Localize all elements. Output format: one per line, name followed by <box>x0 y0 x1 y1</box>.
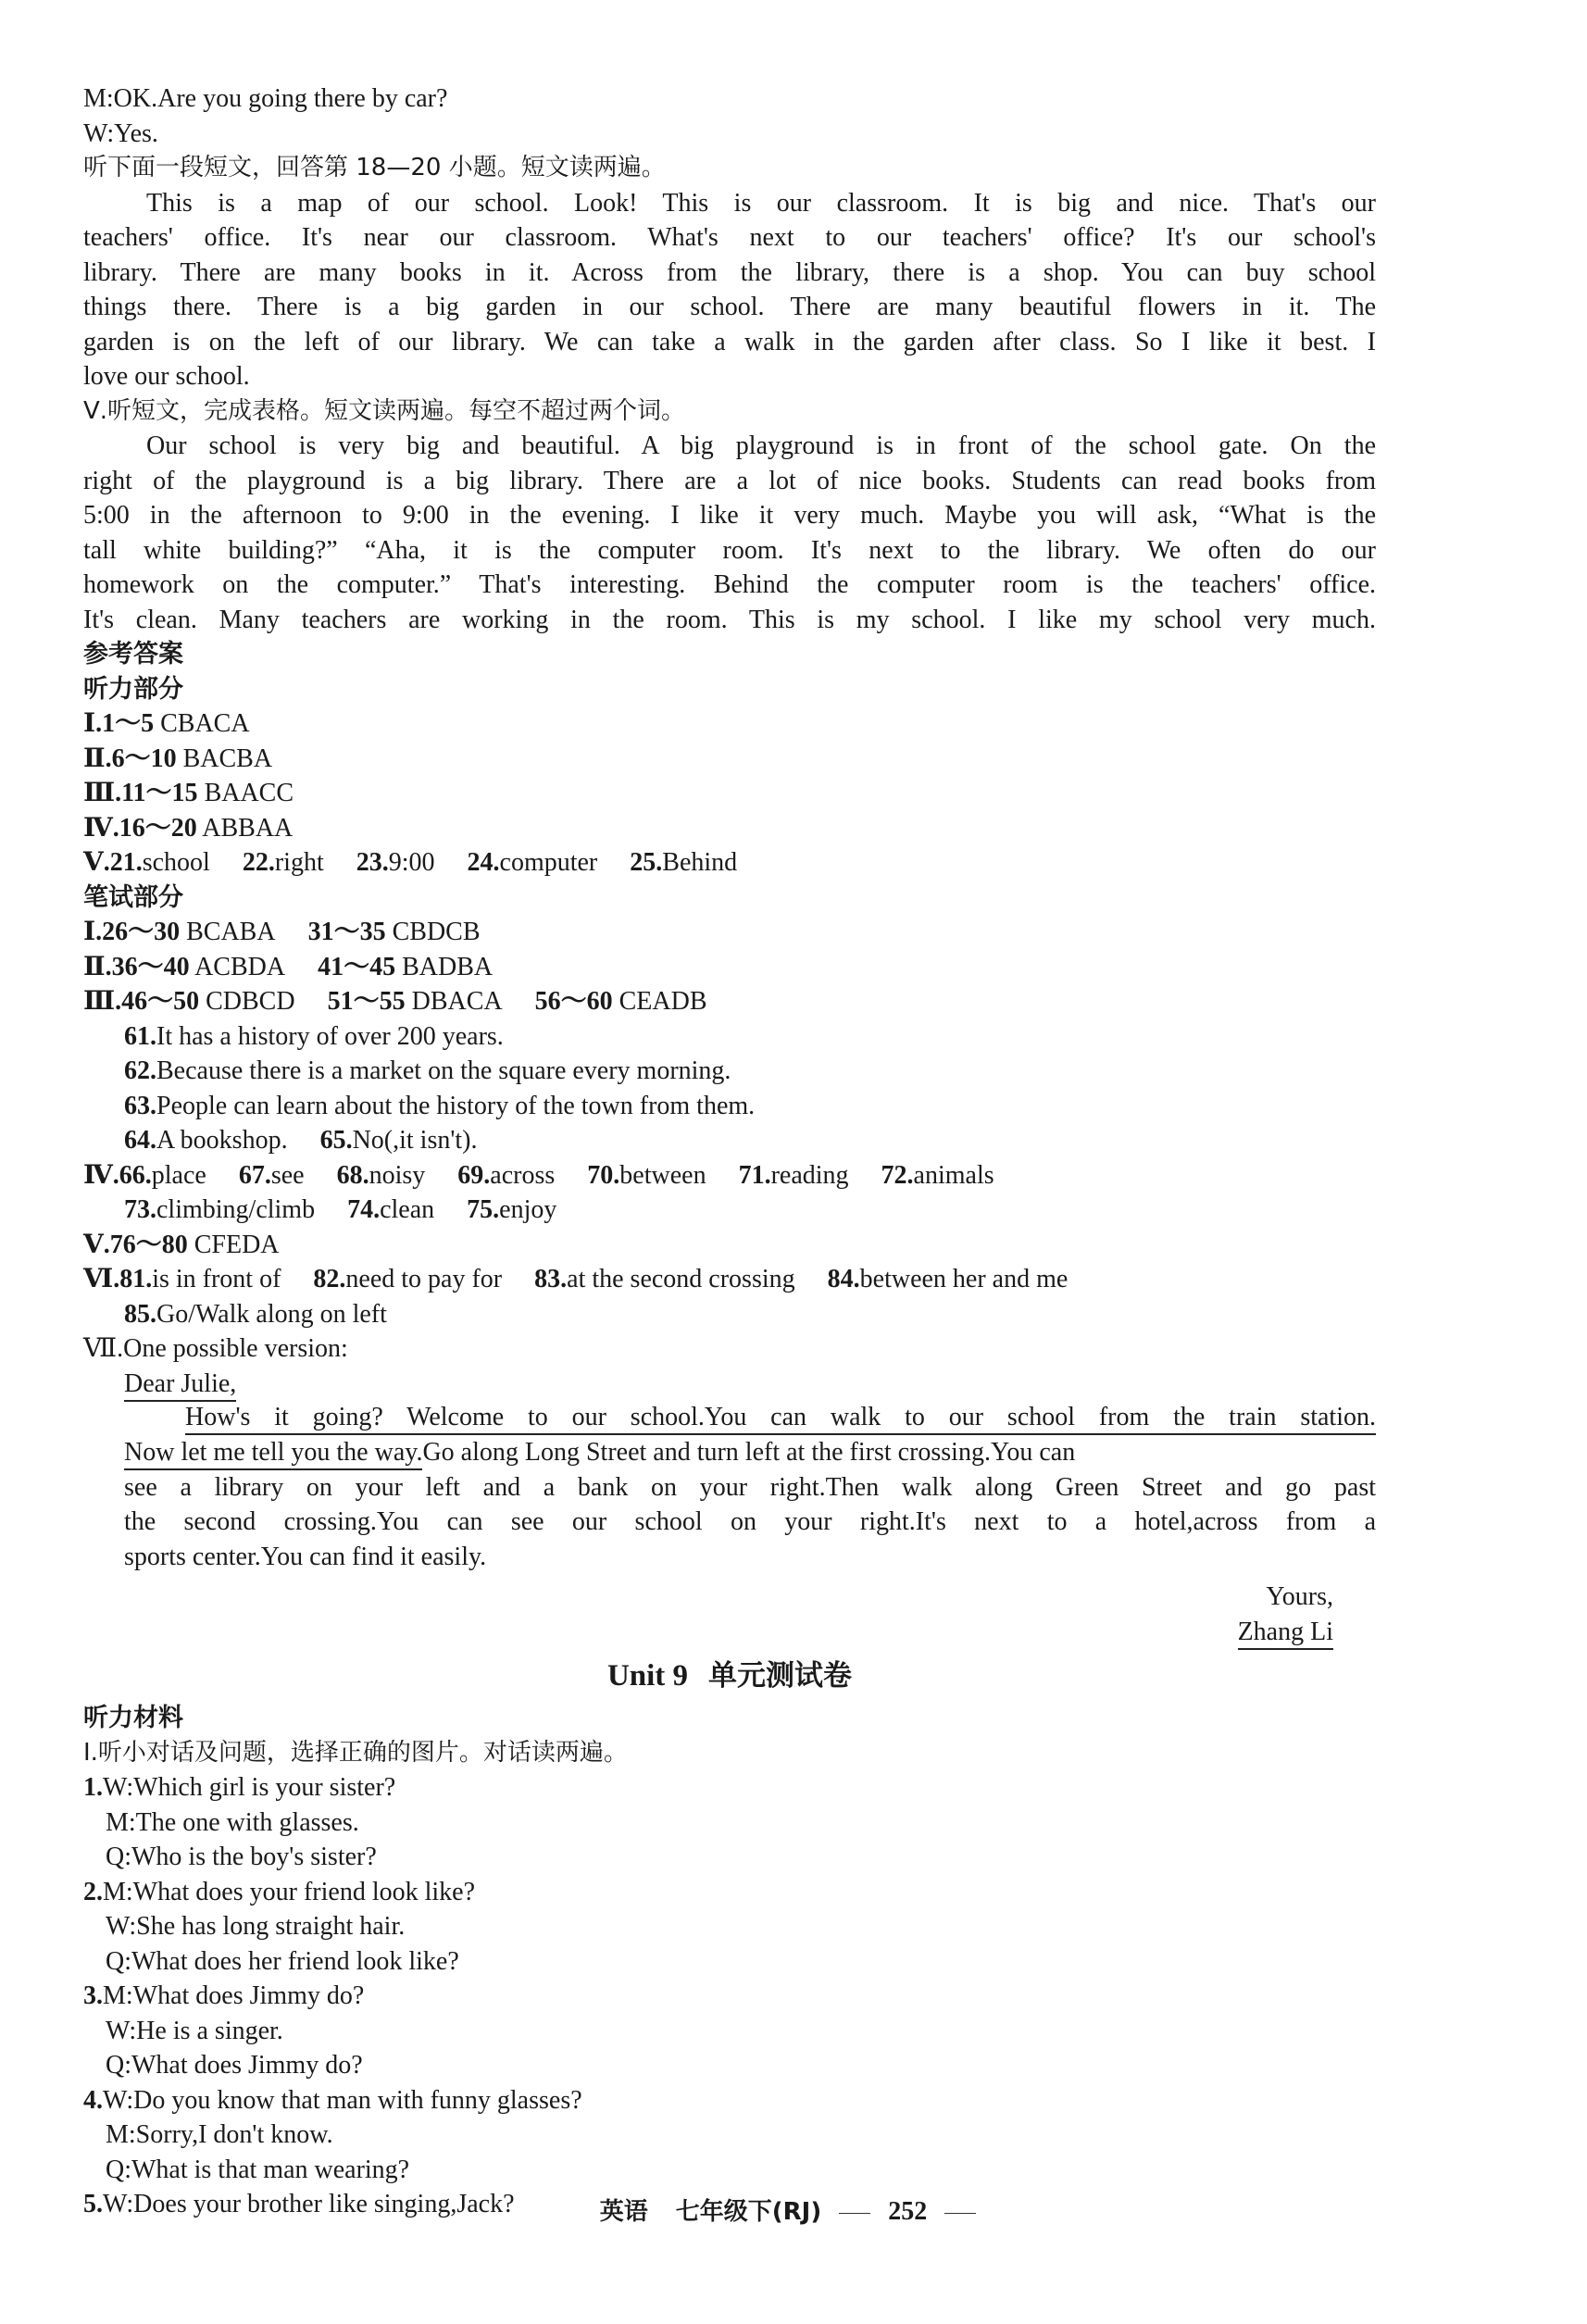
answer-range: Ⅳ.16～20 <box>83 813 197 843</box>
answer-value: between <box>619 1160 706 1190</box>
answer-value: across <box>490 1160 556 1190</box>
answer-range: 51～55 <box>327 987 406 1016</box>
answer-range: Ⅴ.76～80 <box>83 1230 188 1259</box>
answer-value: People can learn about the history of the town from them. <box>156 1091 756 1120</box>
passage-line: garden is on the left of our library. We can take a walk in the garden after class. So I like it best. I <box>83 327 1376 356</box>
dialog-question: Q:Who is the boy's sister? <box>106 1843 377 1871</box>
answer-row <box>83 776 1376 811</box>
answer-value: Behind <box>662 848 738 877</box>
answer-row <box>83 1019 1376 1055</box>
sample-letter <box>83 1367 1376 1650</box>
dialog-question: Q:What does her friend look like? <box>106 1946 459 1976</box>
dialog-item <box>83 2083 1376 2188</box>
answer-num: Ⅴ.21. <box>83 848 143 877</box>
answer-num: 69. <box>457 1160 491 1190</box>
answer-num: 84. <box>827 1265 860 1293</box>
answer-range: Ⅲ.11～15 <box>83 779 198 807</box>
letter-signature: Zhang Li <box>1238 1617 1333 1650</box>
answer-num: 75. <box>467 1195 500 1224</box>
passage-school <box>83 429 1376 637</box>
answer-value: A bookshop. <box>156 1126 288 1155</box>
passage-line: homework on the computer.” That's interesting. Behind the computer room is the teachers' office. <box>83 570 1376 599</box>
answer-num: 65. <box>319 1126 353 1155</box>
answer-value: between her and me <box>859 1265 1068 1293</box>
dialog-number: 4. <box>83 2085 103 2115</box>
passage-line: library. There are many books in it. Across from the library, there is a shop. You can buy school <box>83 257 1376 287</box>
answer-value: BADBA <box>402 952 494 981</box>
answer-num: 61. <box>124 1021 156 1051</box>
letter-line: Now let me tell you the way. <box>124 1437 422 1470</box>
dialog-number: 5. <box>83 2190 103 2218</box>
answer-num: 67. <box>238 1160 271 1190</box>
answer-row <box>83 1297 1376 1332</box>
listening-material-heading: 听力材料 <box>83 1704 183 1732</box>
dialog-line: M:Sorry,I don't know. <box>106 2120 333 2149</box>
dialog-question: Q:What does Jimmy do? <box>106 2051 363 2080</box>
footer-subject: 英语 <box>599 2198 648 2226</box>
section-five-instruction: Ⅴ.听短文，完成表格。短文读两遍。每空不超过两个词。 <box>83 396 686 425</box>
answer-row <box>83 845 1376 881</box>
answer-value: ACBDA <box>194 952 286 981</box>
answer-range: Ⅰ.1～5 <box>83 709 155 738</box>
sample-essay-label: Ⅶ.One possible version: <box>83 1334 348 1363</box>
letter-line: see a library on your left and a bank on your right.Then walk along Green Street and go past <box>124 1472 1376 1502</box>
passage-line: 5:00 in the afternoon to 9:00 in the evening. I like it very much. Maybe you will ask, “What is the <box>83 501 1376 530</box>
answer-range: Ⅲ.46～50 <box>83 987 200 1016</box>
passage-line: things there. There is a big garden in our school. There are many beautiful flowers in it. The <box>83 293 1376 321</box>
answer-value: CBDCB <box>392 918 481 946</box>
dialog-line: M:OK.Are you going there by car? <box>83 84 448 113</box>
answer-value: ABBAA <box>202 813 294 843</box>
answer-value: reading <box>770 1160 849 1190</box>
letter-line: sports center.You can find it easily. <box>124 1542 487 1571</box>
answer-num: 74. <box>347 1195 381 1224</box>
answer-value: BAACC <box>204 779 294 807</box>
answer-num: 68. <box>336 1160 369 1190</box>
dialog-line: M:The one with glasses. <box>106 1807 359 1837</box>
answer-value: need to pay for <box>345 1265 503 1293</box>
part-one-instruction: Ⅰ.听小对话及问题，选择正确的图片。对话读两遍。 <box>83 1738 628 1767</box>
answer-row <box>83 915 1376 950</box>
document-body <box>83 81 1376 2222</box>
answer-row <box>83 1193 1376 1228</box>
answer-value: CFEDA <box>194 1230 280 1259</box>
answer-value: It has a history of over 200 years. <box>156 1021 504 1051</box>
answer-num: 24. <box>467 848 500 877</box>
dialog-line: M:What does your friend look like? <box>103 1877 476 1906</box>
passage-line: This is a map of our school. Look! This is our classroom. It is big and nice. That's our <box>146 188 1376 218</box>
answer-row <box>83 984 1376 1019</box>
answer-range: Ⅱ.6～10 <box>83 743 177 773</box>
dialog-item <box>83 1770 1376 1875</box>
letter-line: How's it going? Welcome to our school.You can walk to our school from the train station. <box>185 1402 1376 1435</box>
unit-test-label: 单元测试卷 <box>708 1658 853 1693</box>
dialog-line: W:Does your brother like singing,Jack? <box>103 2190 515 2218</box>
answer-row <box>83 1262 1376 1297</box>
answer-row <box>83 706 1376 742</box>
passage-line: right of the playground is a big library. There are a lot of nice books. Students can read books from <box>83 466 1376 495</box>
footer-grade: 七年级下(RJ) <box>675 2198 822 2226</box>
listening-heading: 听力部分 <box>83 674 183 704</box>
answer-num: 63. <box>124 1091 156 1120</box>
passage-line: love our school. <box>83 362 250 391</box>
answer-num: 22. <box>242 848 275 877</box>
footer-dash-left <box>839 2213 870 2214</box>
answer-value: see <box>270 1160 305 1190</box>
writing-heading: 笔试部分 <box>83 882 183 912</box>
answer-value: right <box>274 848 324 877</box>
answer-row <box>83 742 1376 777</box>
answer-value: school <box>142 848 210 877</box>
dialog-line: W:She has long straight hair. <box>106 1912 406 1941</box>
answer-num: 85. <box>124 1299 156 1329</box>
answer-range: 41～45 <box>318 952 396 981</box>
answer-value: enjoy <box>499 1195 557 1224</box>
dialog-line: W:He is a singer. <box>106 2016 283 2045</box>
passage-line: Our school is very big and beautiful. A big playground is in front of the school gate. On the <box>146 431 1376 460</box>
answer-num: 82. <box>313 1265 346 1293</box>
dialog-line: W:Do you know that man with funny glasses? <box>103 2085 582 2115</box>
answer-value: CDBCD <box>206 987 295 1016</box>
answer-value: is in front of <box>152 1265 281 1293</box>
dialog-question: Q:What is that man wearing? <box>106 2155 410 2184</box>
dialog-line: W:Which girl is your sister? <box>103 1773 396 1802</box>
answers-heading: 参考答案 <box>83 640 183 668</box>
answer-num: 72. <box>881 1160 914 1190</box>
answer-num: 71. <box>738 1160 771 1190</box>
answer-row <box>83 1054 1376 1089</box>
answer-value: computer <box>499 848 598 877</box>
answer-value: animals <box>913 1160 994 1190</box>
answer-row <box>83 1158 1376 1193</box>
passage-line: It's clean. Many teachers are working in the room. This is my school. I like my school very much. <box>83 605 1376 634</box>
answer-value: BCABA <box>186 918 276 946</box>
answer-num: 62. <box>124 1056 156 1085</box>
answer-num: 23. <box>356 848 389 877</box>
dialog-item <box>83 1875 1376 1980</box>
unit-title <box>83 1659 1376 1694</box>
answer-row <box>83 950 1376 985</box>
passage-map <box>83 186 1376 394</box>
answer-num: 73. <box>124 1195 156 1224</box>
answer-value: DBACA <box>411 987 503 1016</box>
dialog-number: 1. <box>83 1773 103 1802</box>
answer-value: Because there is a market on the square every morning. <box>156 1056 731 1085</box>
answer-value: Go/Walk along on left <box>156 1299 387 1329</box>
answer-value: No(,it isn't). <box>352 1126 478 1155</box>
instruction-line: 听下面一段短文，回答第 18—20 小题。短文读两遍。 <box>83 154 666 181</box>
answer-value: CEADB <box>619 987 707 1016</box>
page-footer <box>0 2193 1587 2227</box>
answer-value: at the second crossing <box>567 1265 795 1293</box>
letter-greeting: Dear Julie, <box>124 1368 236 1402</box>
passage-line: tall white building?” “Aha, it is the computer room. It's next to the library. We often do our <box>83 535 1376 565</box>
answer-num: 70. <box>587 1160 620 1190</box>
answer-value: place <box>151 1160 206 1190</box>
answer-value: 9:00 <box>388 848 435 877</box>
page-number: 252 <box>888 2197 928 2226</box>
dialog-line: M:What does Jimmy do? <box>103 1981 365 2010</box>
letter-line: Go along Long Street and turn left at the first crossing.You can <box>422 1437 1076 1467</box>
answer-num: 83. <box>534 1265 568 1293</box>
dialog-number: 2. <box>83 1877 103 1906</box>
answer-num: Ⅵ.81. <box>83 1265 153 1293</box>
answer-row <box>83 811 1376 846</box>
dialog-item <box>83 1979 1376 2083</box>
answer-row <box>83 1123 1376 1158</box>
answer-value: BACBA <box>182 743 273 773</box>
answer-value: clean <box>380 1195 435 1224</box>
answer-row <box>83 1089 1376 1124</box>
answer-row <box>83 1228 1376 1263</box>
dialog-line: W:Yes. <box>83 119 158 148</box>
dialog-number: 3. <box>83 1981 103 2010</box>
footer-dash-right <box>944 2213 976 2214</box>
answer-value: climbing/climb <box>156 1195 316 1224</box>
answer-value: CBACA <box>160 709 250 738</box>
passage-line: teachers' office. It's near our classroom. What's next to our teachers' office? It's our school's <box>83 223 1376 252</box>
answer-num: 64. <box>124 1126 156 1155</box>
letter-line: the second crossing.You can see our school on your right.It's next to a hotel,across from a <box>124 1507 1376 1536</box>
answer-num: Ⅳ.66. <box>83 1160 152 1190</box>
answer-range: 31～35 <box>307 918 386 946</box>
unit-number: Unit 9 <box>606 1658 689 1693</box>
letter-closing: Yours, <box>1266 1582 1333 1611</box>
answer-num: 25. <box>630 848 663 877</box>
answer-value: noisy <box>369 1160 426 1190</box>
answer-range: 56～60 <box>534 987 613 1016</box>
answer-range: Ⅱ.36～40 <box>83 952 190 981</box>
answer-range: Ⅰ.26～30 <box>83 918 181 946</box>
